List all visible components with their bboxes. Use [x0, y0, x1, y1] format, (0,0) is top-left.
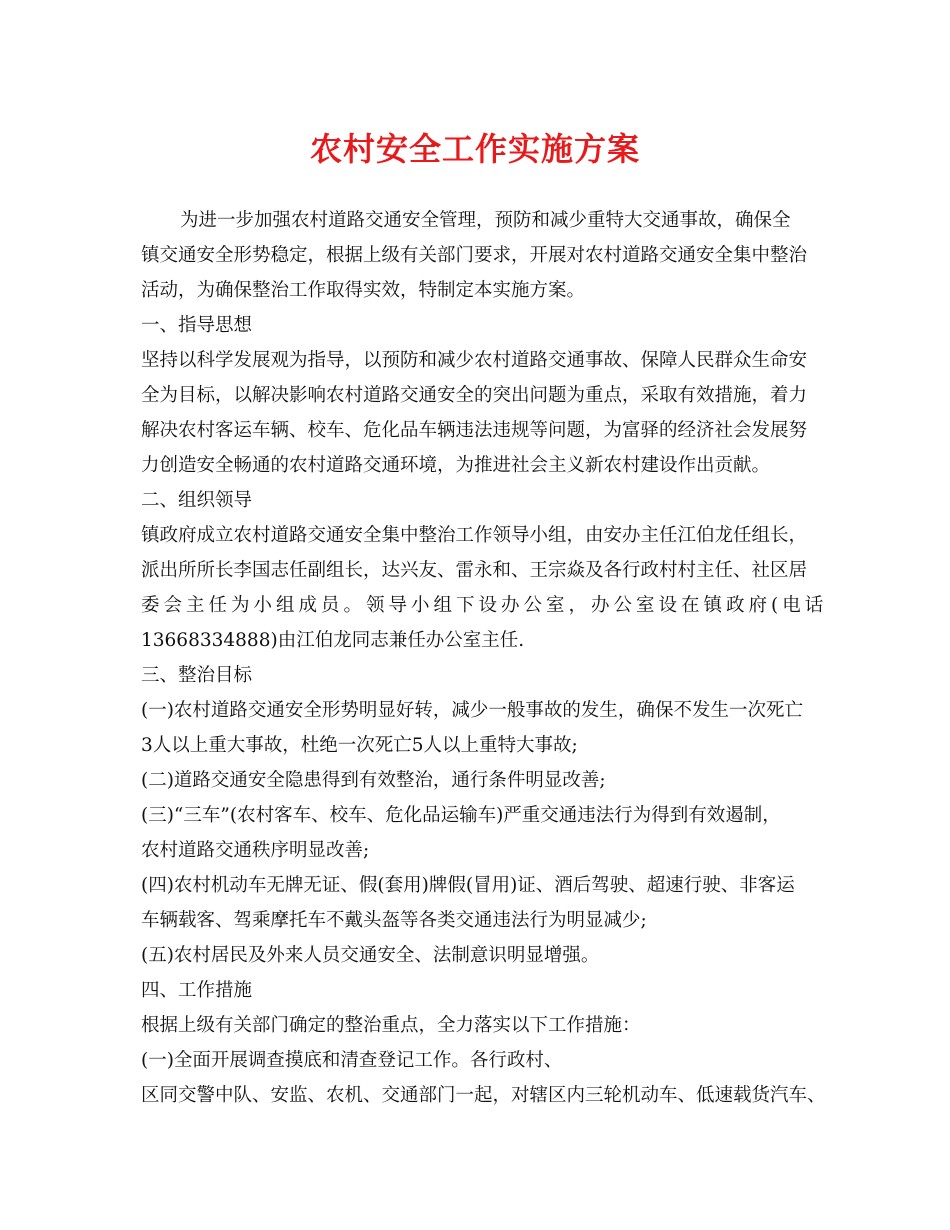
section-heading: 二、组织领导 — [141, 490, 253, 511]
paragraph-line: (一)农村道路交通安全形势明显好转，减少一般事故的发生，确保不发生一次死亡 — [141, 700, 803, 721]
paragraph-line: 解决农村客运车辆、校车、危化品车辆违法违规等问题，为富驿的经济社会发展努 — [141, 420, 808, 441]
paragraph-line: 全为目标，以解决影响农村道路交通安全的突出问题为重点，采取有效措施，着力 — [141, 385, 808, 406]
paragraph-line: 3人以上重大事故，杜绝一次死亡5人以上重特大事故; — [141, 735, 578, 756]
paragraph-line: (五)农村居民及外来人员交通安全、法制意识明显增强。 — [141, 945, 600, 966]
paragraph-line: 区同交警中队、安监、农机、交通部门一起，对辖区内三轮机动车、低速载货汽车、 — [141, 1085, 826, 1106]
section-heading: 四、工作措施 — [141, 980, 253, 1001]
paragraph-line: 力创造安全畅通的农村道路交通环境，为推进社会主义新农村建设作出贡献。 — [141, 455, 771, 476]
section-heading: 三、整治目标 — [141, 665, 253, 686]
document-title: 农村安全工作实施方案 — [309, 130, 640, 168]
paragraph-line: 农村道路交通秩序明显改善; — [141, 840, 370, 861]
paragraph-line: (四)农村机动车无牌无证、假(套用)牌假(冒用)证、酒后驾驶、超速行驶、非客运 — [141, 875, 795, 896]
paragraph-line: (二)道路交通安全隐患得到有效整治，通行条件明显改善; — [141, 770, 606, 791]
paragraph-line: 为进一步加强农村道路交通安全管理，预防和减少重特大交通事故，确保全 — [180, 210, 791, 231]
paragraph-line: 派出所所长李国志任副组长，达兴友、雷永和、王宗焱及各行政村村主任、社区居 — [141, 560, 808, 581]
paragraph-line: 活动，为确保整治工作取得实效，特制定本实施方案。 — [141, 280, 586, 301]
paragraph-line: 镇政府成立农村道路交通安全集中整治工作领导小组，由安办主任江伯龙任组长， — [141, 525, 808, 546]
paragraph-line: (三)“三车”(农村客车、校车、危化品运输车)严重交通违法行为得到有效遏制， — [141, 805, 781, 826]
paragraph-line: 13668334888)由江伯龙同志兼任办公室主任. — [141, 630, 525, 651]
section-heading: 一、指导思想 — [141, 315, 253, 336]
paragraph-line: 坚持以科学发展观为指导，以预防和减少农村道路交通事故、保障人民群众生命安 — [141, 350, 808, 371]
paragraph-line: 车辆载客、驾乘摩托车不戴头盔等各类交通违法行为明显减少; — [141, 910, 647, 931]
paragraph-line: 委会主任为小组成员。领导小组下设办公室，办公室设在镇政府(电话 — [141, 595, 828, 616]
paragraph-line: 根据上级有关部门确定的整治重点，全力落实以下工作措施： — [141, 1015, 641, 1036]
paragraph-line: 镇交通安全形势稳定，根据上级有关部门要求，开展对农村道路交通安全集中整治 — [141, 245, 808, 266]
paragraph-line: (一)全面开展调查摸底和清查登记工作。各行政村、 — [141, 1050, 563, 1071]
